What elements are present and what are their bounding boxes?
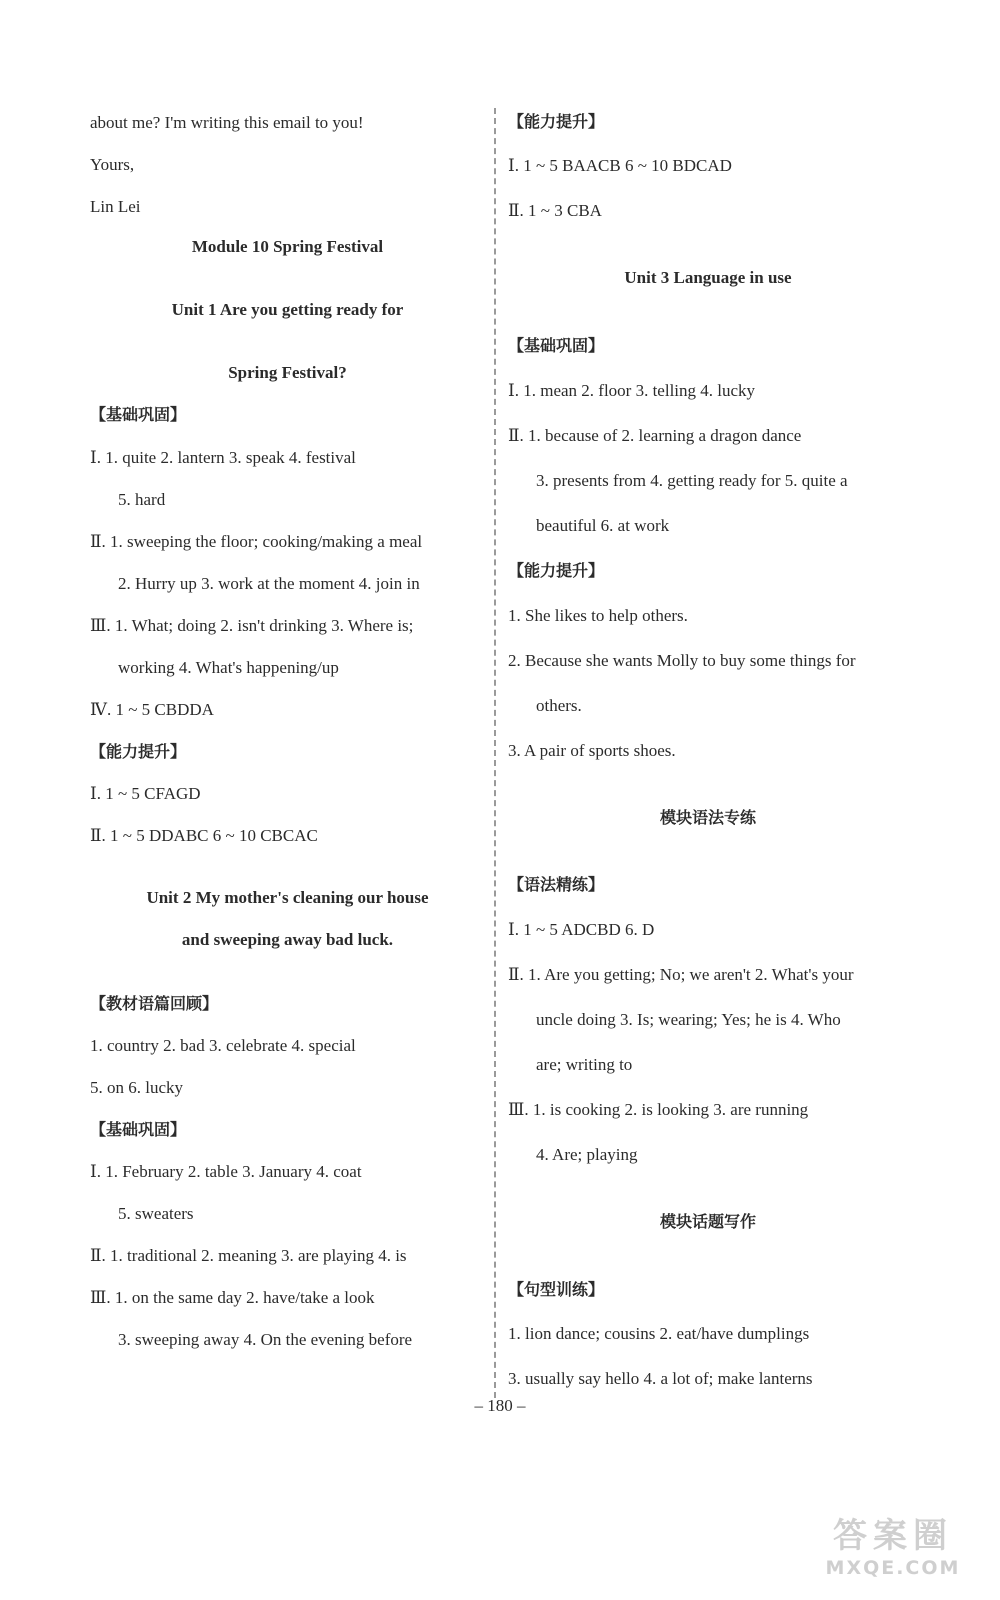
answer-line: Ⅰ. 1. mean 2. floor 3. telling 4. lucky — [508, 381, 756, 400]
answer-line: are; writing to — [536, 1055, 633, 1074]
answer-line: Ⅰ. 1 ~ 5 CFAGD — [90, 784, 201, 803]
answer-line: 3. presents from 4. getting ready for 5. quite a — [536, 471, 848, 490]
section-label: 【基础巩固】 — [90, 1120, 187, 1139]
section-label: 【能力提升】 — [508, 112, 605, 131]
watermark-url: MXQE.COM — [825, 1557, 961, 1579]
unit3-title: Unit 3 Language in use — [624, 268, 792, 287]
answer-line: Ⅱ. 1. sweeping the floor; cooking/making a meal — [90, 532, 423, 551]
answer-line: 5. on 6. lucky — [90, 1078, 184, 1097]
section-label: 【句型训练】 — [508, 1280, 605, 1299]
answer-line: 5. sweaters — [118, 1204, 194, 1223]
answer-line: 3. A pair of sports shoes. — [508, 741, 676, 760]
answer-line: others. — [536, 696, 582, 715]
answer-line: Ⅱ. 1. Are you getting; No; we aren't 2. What's your — [508, 965, 854, 984]
unit2-title-cont: and sweeping away bad luck. — [181, 930, 394, 949]
answer-line: Ⅳ. 1 ~ 5 CBDDA — [90, 700, 214, 719]
text-line: about me? I'm writing this email to you! — [90, 113, 364, 132]
answer-line: Ⅱ. 1 ~ 5 DDABC 6 ~ 10 CBCAC — [90, 826, 318, 845]
answer-line: 3. usually say hello 4. a lot of; make lanterns — [508, 1369, 813, 1388]
answer-line: Ⅱ. 1 ~ 3 CBA — [508, 201, 602, 220]
section-label: 【基础巩固】 — [508, 336, 605, 355]
text-line: Lin Lei — [90, 197, 141, 216]
page-number: – 180 – — [474, 1396, 526, 1415]
section-label: 【能力提升】 — [508, 561, 605, 580]
answer-line: Ⅲ. 1. on the same day 2. have/take a look — [90, 1288, 375, 1307]
answer-line: beautiful 6. at work — [536, 516, 670, 535]
answer-line: 2. Hurry up 3. work at the moment 4. join in — [118, 574, 420, 593]
watermark-logo — [808, 1516, 978, 1586]
answer-line: Ⅲ. 1. is cooking 2. is looking 3. are running — [508, 1100, 809, 1119]
answer-line: 3. sweeping away 4. On the evening before — [118, 1330, 413, 1349]
section-label: 【语法精练】 — [508, 875, 605, 894]
answer-line: Ⅰ. 1 ~ 5 BAACB 6 ~ 10 BDCAD — [508, 156, 732, 175]
answer-line: Ⅰ. 1. quite 2. lantern 3. speak 4. festival — [90, 448, 356, 467]
answer-line: 1. country 2. bad 3. celebrate 4. special — [90, 1036, 356, 1055]
unit1-title-cont: Spring Festival? — [228, 363, 347, 382]
answer-line: working 4. What's happening/up — [118, 658, 339, 677]
section-label: 【基础巩固】 — [90, 405, 187, 424]
answer-line: 4. Are; playing — [536, 1145, 638, 1164]
answer-line: 1. lion dance; cousins 2. eat/have dumplings — [508, 1324, 810, 1343]
section-label: 【教材语篇回顾】 — [90, 994, 219, 1013]
column-divider — [494, 108, 496, 1398]
unit1-title: Unit 1 Are you getting ready for — [171, 300, 404, 319]
answer-line: Ⅰ. 1 ~ 5 ADCBD 6. D — [508, 920, 655, 939]
grammar-section-title: 模块语法专练 — [659, 808, 756, 827]
answer-line: 1. She likes to help others. — [508, 606, 688, 625]
section-label: 【能力提升】 — [90, 742, 187, 761]
answer-line: Ⅰ. 1. February 2. table 3. January 4. coat — [90, 1162, 362, 1181]
unit2-title: Unit 2 My mother's cleaning our house — [146, 888, 429, 907]
answer-line: 2. Because she wants Molly to buy some things for — [508, 651, 856, 670]
writing-section-title: 模块话题写作 — [659, 1212, 756, 1231]
text-line: Yours, — [90, 155, 135, 174]
watermark-text: 答案圈 — [833, 1516, 953, 1556]
answer-line: uncle doing 3. Is; wearing; Yes; he is 4. Who — [536, 1010, 841, 1029]
answer-line: Ⅲ. 1. What; doing 2. isn't drinking 3. Where is; — [90, 616, 414, 635]
answer-line: 5. hard — [118, 490, 166, 509]
answer-line: Ⅱ. 1. traditional 2. meaning 3. are playing 4. is — [90, 1246, 407, 1265]
answer-line: Ⅱ. 1. because of 2. learning a dragon dance — [508, 426, 802, 445]
module-title: Module 10 Spring Festival — [191, 237, 384, 256]
